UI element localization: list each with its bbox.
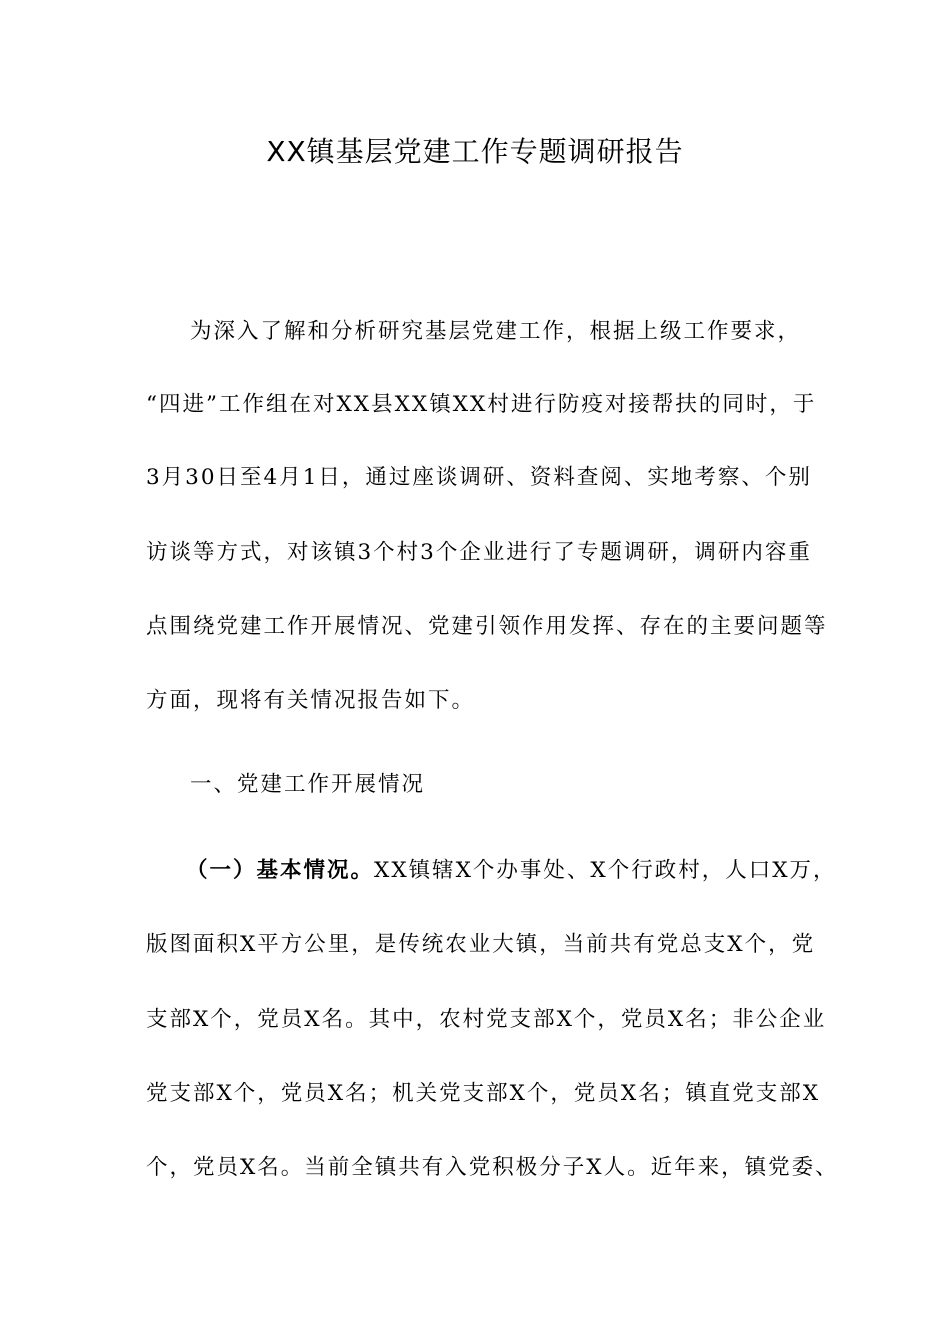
subsection-label: （一）基本情况。 xyxy=(186,858,375,883)
paragraph-line: “四进”工作组在对XX县XX镇XX村进行防疫对接帮扶的同时，于 xyxy=(146,392,817,417)
paragraph-line: 3月30日至4月1日，通过座谈调研、资料查阅、实地考察、个别 xyxy=(146,465,812,490)
paragraph-line: 支部X个，党员X名。其中，农村党支部X个，党员X名；非公企业 xyxy=(146,1007,827,1032)
paragraph-line: 为深入了解和分析研究基层党建工作，根据上级工作要求， xyxy=(190,319,802,344)
paragraph-line: 党支部X个，党员X名；机关党支部X个，党员X名；镇直党支部X xyxy=(146,1081,821,1106)
subsection-text: XX镇辖X个办事处、X个行政村，人口X万， xyxy=(374,858,837,883)
paragraph-line: 版图面积X平方公里，是传统农业大镇，当前共有党总支X个，党 xyxy=(146,932,816,957)
paragraph-line: 访谈等方式，对该镇3个村3个企业进行了专题调研，调研内容重 xyxy=(146,540,812,565)
subsection-first-line xyxy=(186,851,846,891)
paragraph-line: 方面，现将有关情况报告如下。 xyxy=(146,688,476,713)
paragraph-line: 个，党员X名。当前全镇共有入党积极分子X人。近年来，镇党委、 xyxy=(146,1155,839,1180)
document-title: XX镇基层党建工作专题调研报告 xyxy=(266,135,684,168)
paragraph-line: 点围绕党建工作开展情况、党建引领作用发挥、存在的主要问题等 xyxy=(146,614,828,639)
section-heading: 一、党建工作开展情况 xyxy=(190,772,426,797)
